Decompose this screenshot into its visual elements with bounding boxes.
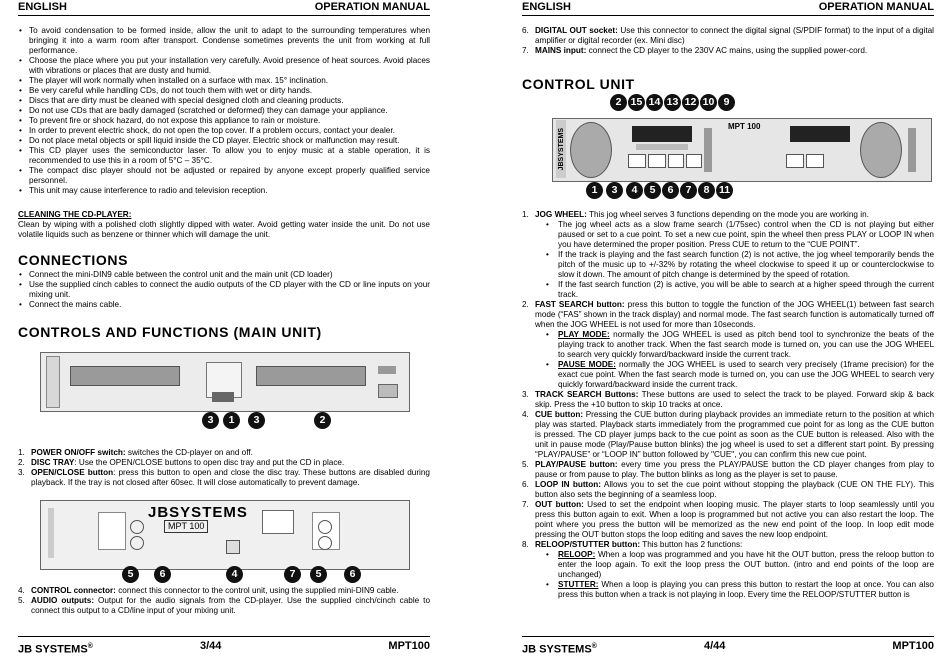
item-text: connect this connector to the control unit, using the supplied mini-DIN9 cable. [115, 586, 399, 595]
callout-badge: 2 [610, 94, 627, 111]
item-number: 4. [18, 586, 25, 595]
item-number: 6. [522, 26, 529, 35]
callout-badge: 6 [154, 566, 171, 583]
main-unit-rear-drawing [40, 500, 410, 586]
control-items-section [522, 210, 934, 600]
item-number: 8. [522, 540, 529, 549]
callout-badge: 5 [122, 566, 139, 583]
numbered-item [522, 390, 934, 410]
header-language: ENGLISH [18, 1, 67, 13]
header-title: OPERATION MANUAL [314, 1, 430, 13]
item-label: DISC TRAY [31, 458, 75, 467]
item-number: 4. [522, 410, 529, 419]
main-unit-front-drawing [40, 352, 410, 424]
sub-item-text: If the track is playing and the fast search function (2) is not active, the jog wheel temporarily bends the pitch of the music up to +/-32% by rotating the wheel clockwise to speed it up or counterclockwise to slow it down. The amount of pitch change is determined by the speed of rotation. [558, 250, 934, 279]
list-item: • This unit may cause interference to radio and television reception. [18, 186, 430, 196]
item-label: POWER ON/OFF switch: [31, 448, 126, 457]
callout-badge: 3 [202, 412, 219, 429]
callout-badge: 13 [664, 94, 681, 111]
connections-list [18, 270, 430, 310]
list-item: • Choose the place where you put your installation very carefully. Avoid presence of heat sources. Avoid places with vibrations or places that are dusty and humid. [18, 56, 430, 76]
cleaning-section [18, 210, 430, 240]
item-label: LOOP IN button: [535, 480, 602, 489]
list-item: • Connect the mains cable. [18, 300, 430, 310]
numbered-item [522, 480, 934, 500]
numbered-item [18, 586, 430, 596]
numbered-item [522, 210, 934, 300]
sub-list [535, 220, 934, 300]
cleaning-title: CLEANING THE CD-PLAYER: [18, 210, 132, 219]
callout-badge: 6 [662, 182, 679, 199]
sub-item-label: PAUSE MODE: [558, 360, 616, 369]
item-text: Use this connector to connect the digital signal (S/PDIF format) to the input of a digital amplifier or digital recorder (ex. Mini disc) [535, 26, 934, 45]
numbered-item [522, 46, 934, 56]
list-item: • Do not use CDs that are badly damaged (scratched or deformed) they can damage your appliance. [18, 106, 430, 116]
sub-item [545, 330, 934, 360]
item-text: press this button to toggle the function of the JOG WHEEL(1) between fast search mode (“FAS” shown in the track display) and normal mode. The fast search function is automatically turned off when the JOG WHEEL is not used for more than 10seconds. [535, 300, 934, 329]
callout-badge: 1 [586, 182, 603, 199]
item-label: TRACK SEARCH Buttons: [535, 390, 639, 399]
rear-brand-text: JBSYSTEMS [148, 504, 248, 521]
footer-page-number: 4/44 [704, 640, 726, 652]
callout-badge: 2 [314, 412, 331, 429]
sub-item-text: The jog wheel acts as a slow frame search (1/75sec) control when the CD is not playing but either paused or set to a cue point. To set a new cue point, spin the wheel then press PLAY or LOOP IN when you have determined the proper position. Press CUE to return to the “CUE POINT”. [558, 220, 934, 249]
connections-heading: CONNECTIONS [18, 252, 129, 268]
item-label: FAST SEARCH button: [535, 300, 625, 309]
callout-badge: 4 [226, 566, 243, 583]
item-number: 3. [522, 390, 529, 399]
numbered-item [522, 300, 934, 390]
footer-model: MPT100 [388, 640, 430, 652]
item-text: : Use the OPEN/CLOSE buttons to open disc tray and put the CD in place. [74, 458, 345, 467]
callout-badge: 6 [344, 566, 361, 583]
page-header [522, 0, 934, 16]
callout-badge: 1 [223, 412, 240, 429]
sub-item-text: When a loop is playing you can press this button to restart the loop at once. You can also press this button when a track is not playing in loop. Every time the RELOOP/STUTTER button is [558, 580, 934, 599]
rear-model-text: MPT 100 [164, 520, 208, 533]
item-text: This jog wheel serves 3 functions depending on the mode you are working in. [586, 210, 869, 219]
right-page [522, 0, 934, 654]
item-text: every time you press the PLAY/PAUSE button the CD player changes from play to pause or from pause to play. The button blinks as long as the player is set to pause. [535, 460, 935, 479]
front-items-section [18, 448, 430, 488]
header-title: OPERATION MANUAL [818, 1, 934, 13]
list-item: • Be very careful while handling CDs, do not touch them with wet or dirty hands. [18, 86, 430, 96]
list-item: • Connect the mini-DIN9 cable between the control unit and the main unit (CD loader) [18, 270, 430, 280]
item-label: MAINS input: [535, 46, 587, 55]
header-language: ENGLISH [522, 1, 571, 13]
item-number: 3. [18, 468, 25, 477]
cleaning-text: Clean by wiping with a polished cloth slightly dipped with water. Avoid getting water inside the unit. Do not use volatile liquids such as benzene or thinner which will damage the unit. [18, 220, 430, 239]
item-text: Allows you to set the cue point without stopping the playback (CUE ON THE FLY). This button also sets the beginning of a seamless loop. [535, 480, 934, 499]
item-number: 7. [522, 500, 529, 509]
sub-item-label: PLAY MODE: [558, 330, 610, 339]
footer-brand: JB SYSTEMS® [18, 643, 93, 656]
sub-item-text: normally the JOG WHEEL is used to search very precisely (1frame precision) for the exact cue point. When the fast search mode is turned on, you can use the JOG WHEEL to search very quickly forward/backward inside the current track. [558, 360, 934, 389]
control-unit-heading: CONTROL UNIT [522, 76, 635, 92]
page-header [18, 0, 430, 16]
sub-item [545, 580, 934, 600]
item-number: 2. [18, 458, 25, 467]
item-text: Output for the audio signals from the CD-player. Use the supplied cinch/cinch cable to connect this output to a CD/line input of your mixing unit. [31, 596, 430, 615]
control-unit-list [522, 210, 934, 600]
item-number: 6. [522, 480, 529, 489]
callout-badge: 10 [700, 94, 717, 111]
safety-list [18, 26, 430, 196]
callout-badge: 12 [682, 94, 699, 111]
list-item: • This CD player uses the semiconductor laser. To allow you to enjoy music at a stable operation, it is recommended to use this in a room of 5°C – 35°C. [18, 146, 430, 166]
callout-badge: 5 [644, 182, 661, 199]
item-label: PLAY/PAUSE button: [535, 460, 618, 469]
item-text: This button has 2 functions: [640, 540, 743, 549]
connections-section [18, 270, 430, 310]
list-item: • The compact disc player should not be adjusted or repaired by anyone except properly qualified service personnel. [18, 166, 430, 186]
footer-model: MPT100 [892, 640, 934, 652]
item-label: AUDIO outputs: [31, 596, 95, 605]
item-text: Used to set the endpoint when looping music. The player starts to loop seamlessly until you press this button again to exit. When a loop is programmed but not active you can also restart the loop. The point where you press the button will be memorized as the new end point of the loop. In loop edit mode pressing the OUT button stops the loop editing and saves the new loop endpoint. [535, 500, 934, 539]
numbered-item [522, 500, 934, 540]
item-number: 7. [522, 46, 529, 55]
sub-item-text: If the fast search function (2) is active, you will be able to search at a higher speed through the current track. [558, 280, 934, 299]
callout-badge: 8 [698, 182, 715, 199]
list-item: • In order to prevent electric shock, do not open the top cover. If a problem occurs, contact your dealer. [18, 126, 430, 136]
item-text: connect the CD player to the 230V AC mains, using the supplied power-cord. [586, 46, 868, 55]
rear-items-section [18, 586, 430, 616]
item-number: 5. [18, 596, 25, 605]
footer-brand: JB SYSTEMS® [522, 643, 597, 656]
callout-badge: 7 [680, 182, 697, 199]
list-item: • Discs that are dirty must be cleaned with special designed cloth and cleaning products. [18, 96, 430, 106]
item-label: DIGITAL OUT socket: [535, 26, 618, 35]
rear-controls-list [18, 586, 430, 616]
item-label: OUT button: [535, 500, 584, 509]
controls-heading: CONTROLS AND FUNCTIONS (MAIN UNIT) [18, 324, 322, 340]
item-label: OPEN/CLOSE button [31, 468, 114, 477]
control-unit-drawing [550, 92, 932, 202]
control-unit-brand: JBSYSTEMS [558, 128, 565, 171]
numbered-item [18, 458, 430, 468]
sub-list [535, 550, 934, 600]
numbered-item [522, 410, 934, 460]
left-page [18, 0, 430, 654]
numbered-item [522, 460, 934, 480]
callout-badge: 7 [284, 566, 301, 583]
callout-badge: 15 [628, 94, 645, 111]
item-text: switches the CD-player on and off. [125, 448, 253, 457]
item-number: 1. [18, 448, 25, 457]
control-unit-model: MPT 100 [728, 122, 761, 131]
sub-item-text: normally the JOG WHEEL is used as pitch bend tool to synchronize the beats of the playing track to another track. When the fast search mode is turned on, you can use the JOG WHEEL to search very quickly forward/backward inside the current track. [558, 330, 935, 359]
front-controls-list [18, 448, 430, 488]
numbered-item [18, 596, 430, 616]
rear-controls-continued-list [522, 26, 934, 56]
callout-badge: 14 [646, 94, 663, 111]
numbered-item [18, 468, 430, 488]
page-footer [522, 636, 934, 655]
callout-badge: 9 [718, 94, 735, 111]
callout-badge: 11 [716, 182, 733, 199]
list-item: • To avoid condensation to be formed inside, allow the unit to adapt to the surrounding temperatures when bringing it into a warm room after transport. Condense sometimes prevents the unit from working at full performance. [18, 26, 430, 56]
list-item: • Do not place metal objects or spill liquid inside the CD player. Electric shock or malfunction may result. [18, 136, 430, 146]
item-label: RELOOP/STUTTER button: [535, 540, 641, 549]
sub-item-text: When a loop was programmed and you have hit the OUT button, press the reloop button to enter the loop again. To exit the loop press the OUT button. (intro and end points of the loop are unchanged) [558, 550, 934, 579]
item-label: JOG WHEEL: [535, 210, 587, 219]
list-item: • Use the supplied cinch cables to connect the audio outputs of the CD player with the CD or line inputs on your mixing unit. [18, 280, 430, 300]
page-footer [18, 636, 430, 655]
top-items-section [522, 26, 934, 56]
item-number: 1. [522, 210, 529, 219]
callout-badge: 4 [626, 182, 643, 199]
item-number: 5. [522, 460, 529, 469]
item-label: CUE button: [535, 410, 584, 419]
numbered-item [18, 448, 430, 458]
sub-item [545, 250, 934, 280]
item-text: Pressing the CUE button during playback provides an immediate return to the position at which play was started. Playback starts immediately from the programmed cue point for as long as the CUE button is pressed. The CD player jumps back to the cue point as soon as the CUE button is released. Also with the unit in pause mode (Play/Pause button blinks) the jog wheel is used to set a different start point. By pressing “PLAY/PAUSE” or “LOOP IN” button followed by "CUE", you can confirm this new cue point. [535, 410, 935, 459]
footer-page-number: 3/44 [200, 640, 222, 652]
callout-badge: 3 [248, 412, 265, 429]
sub-item [545, 280, 934, 300]
sub-list [535, 330, 934, 390]
callout-badge: 5 [310, 566, 327, 583]
sub-item-label: RELOOP: [558, 550, 596, 559]
sub-item [545, 220, 934, 250]
item-text: These buttons are used to select the track to be played. Forward skip & back skip. Press the +10 button to skip 10 tracks at once. [535, 390, 934, 409]
item-number: 2. [522, 300, 529, 309]
sub-item [545, 360, 934, 390]
sub-item [545, 550, 934, 580]
numbered-item [522, 540, 934, 600]
list-item: • The player will work normally when installed on a surface with max. 15° inclination. [18, 76, 430, 86]
sub-item-label: STUTTER: [558, 580, 599, 589]
numbered-item [522, 26, 934, 46]
callout-badge: 3 [606, 182, 623, 199]
item-text: : press this button to open and close the disc tray. These buttons are disabled during playback. If the tray is not closed after 60sec. It will close automatically to prevent damage. [31, 468, 430, 487]
safety-section [18, 26, 430, 196]
list-item: • To prevent fire or shock hazard, do not expose this appliance to rain or moisture. [18, 116, 430, 126]
item-label: CONTROL connector: [31, 586, 116, 595]
